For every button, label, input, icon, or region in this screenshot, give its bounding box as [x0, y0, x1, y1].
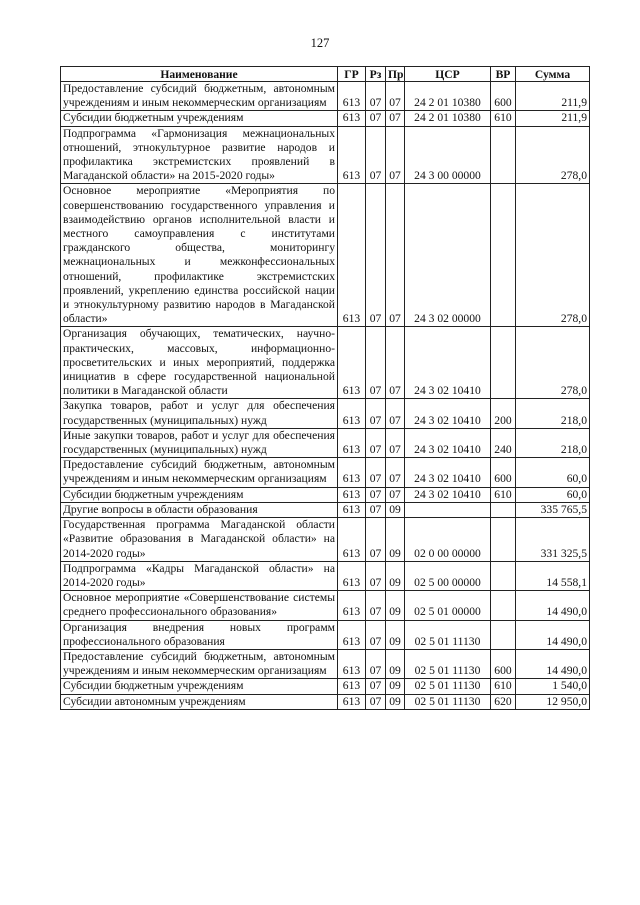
cell-pr: 09 — [386, 591, 405, 620]
cell-vr — [491, 327, 516, 399]
cell-sum: 211,9 — [516, 111, 590, 126]
header-row — [61, 67, 590, 82]
cell-rz: 07 — [366, 327, 386, 399]
cell-rz: 07 — [366, 487, 386, 502]
cell-rz: 07 — [366, 184, 386, 327]
header-csr: ЦСР — [405, 67, 491, 82]
cell-rz: 07 — [366, 518, 386, 562]
table-row — [61, 487, 590, 502]
cell-sum: 278,0 — [516, 327, 590, 399]
cell-csr: 02 5 01 00000 — [405, 591, 491, 620]
budget-table — [60, 66, 590, 710]
cell-vr — [491, 620, 516, 649]
cell-pr: 09 — [386, 502, 405, 517]
cell-gr: 613 — [338, 184, 366, 327]
cell-vr — [491, 184, 516, 327]
cell-pr: 07 — [386, 184, 405, 327]
cell-csr: 02 5 01 11130 — [405, 694, 491, 709]
cell-pr: 07 — [386, 399, 405, 428]
cell-gr: 613 — [338, 502, 366, 517]
cell-rz: 07 — [366, 126, 386, 184]
header-pr: Пр — [386, 67, 405, 82]
table-row — [61, 428, 590, 457]
table-row — [61, 126, 590, 184]
cell-vr — [491, 126, 516, 184]
cell-name: Подпрограмма «Кадры Магаданской области» на 2014-2020 годы» — [61, 561, 338, 590]
cell-pr: 09 — [386, 679, 405, 694]
cell-name: Основное мероприятие «Мероприятия по совершенствованию государственного управления и взаимодействию органов исполнительной власти и местного самоуправления с институтами гражданского общества, мониторингу межнациональных и межконфессиональных отношений, профилактике экстремистских проявлений, укреплению единства российской нации и этнокультурному развитию народов в Магаданской области» — [61, 184, 338, 327]
cell-pr: 07 — [386, 82, 405, 111]
cell-pr: 07 — [386, 126, 405, 184]
cell-csr: 24 2 01 10380 — [405, 111, 491, 126]
cell-gr: 613 — [338, 327, 366, 399]
cell-pr: 09 — [386, 620, 405, 649]
cell-sum: 218,0 — [516, 399, 590, 428]
table-row — [61, 399, 590, 428]
cell-csr: 24 3 02 10410 — [405, 327, 491, 399]
cell-sum: 14 490,0 — [516, 620, 590, 649]
cell-rz: 07 — [366, 111, 386, 126]
cell-gr: 613 — [338, 679, 366, 694]
cell-rz: 07 — [366, 428, 386, 457]
cell-csr: 02 5 01 11130 — [405, 620, 491, 649]
table-row — [61, 518, 590, 562]
cell-name: Подпрограмма «Гармонизация межнациональных отношений, этнокультурное развитие народов и профилактика экстремистских проявлений в Магаданской области» на 2015-2020 годы» — [61, 126, 338, 184]
table-row — [61, 82, 590, 111]
cell-csr — [405, 502, 491, 517]
cell-pr: 07 — [386, 111, 405, 126]
cell-vr: 600 — [491, 649, 516, 678]
header-gr: ГР — [338, 67, 366, 82]
cell-csr: 24 3 02 10410 — [405, 458, 491, 487]
cell-pr: 09 — [386, 561, 405, 590]
cell-gr: 613 — [338, 620, 366, 649]
page-number: 127 — [310, 36, 330, 50]
cell-csr: 24 3 02 10410 — [405, 487, 491, 502]
cell-vr: 610 — [491, 679, 516, 694]
cell-pr: 09 — [386, 649, 405, 678]
cell-sum: 60,0 — [516, 487, 590, 502]
table-row — [61, 649, 590, 678]
cell-csr: 24 3 00 00000 — [405, 126, 491, 184]
cell-csr: 24 3 02 10410 — [405, 399, 491, 428]
table-header — [61, 67, 590, 82]
table-row — [61, 327, 590, 399]
cell-sum: 12 950,0 — [516, 694, 590, 709]
cell-sum: 331 325,5 — [516, 518, 590, 562]
cell-vr: 610 — [491, 111, 516, 126]
cell-csr: 24 3 02 00000 — [405, 184, 491, 327]
table-row — [61, 184, 590, 327]
table-row — [61, 679, 590, 694]
cell-vr: 610 — [491, 487, 516, 502]
cell-name: Субсидии бюджетным учреждениям — [61, 487, 338, 502]
cell-vr: 200 — [491, 399, 516, 428]
cell-name: Предоставление субсидий бюджетным, автономным учреждениям и иным некоммерческим организациям — [61, 458, 338, 487]
cell-vr: 600 — [491, 82, 516, 111]
cell-pr: 09 — [386, 694, 405, 709]
cell-sum: 14 490,0 — [516, 649, 590, 678]
cell-gr: 613 — [338, 694, 366, 709]
cell-sum: 14 558,1 — [516, 561, 590, 590]
cell-sum: 211,9 — [516, 82, 590, 111]
cell-gr: 613 — [338, 111, 366, 126]
cell-name: Другие вопросы в области образования — [61, 502, 338, 517]
table-body — [61, 82, 590, 710]
cell-name: Организация обучающих, тематических, научно-практических, массовых, информационно-просветительских и иных мероприятий, поддержка инициатив в сфере государственной национальной политики в Магаданской области — [61, 327, 338, 399]
cell-pr: 07 — [386, 428, 405, 457]
cell-csr: 02 5 01 11130 — [405, 649, 491, 678]
cell-rz: 07 — [366, 399, 386, 428]
cell-gr: 613 — [338, 487, 366, 502]
cell-rz: 07 — [366, 502, 386, 517]
cell-name: Предоставление субсидий бюджетным, автономным учреждениям и иным некоммерческим организациям — [61, 82, 338, 111]
cell-name: Основное мероприятие «Совершенствование системы среднего профессионального образования» — [61, 591, 338, 620]
table-row — [61, 111, 590, 126]
cell-rz: 07 — [366, 694, 386, 709]
cell-name: Закупка товаров, работ и услуг для обеспечения государственных (муниципальных) нужд — [61, 399, 338, 428]
cell-name: Субсидии автономным учреждениям — [61, 694, 338, 709]
table-row — [61, 458, 590, 487]
cell-csr: 02 0 00 00000 — [405, 518, 491, 562]
cell-csr: 24 3 02 10410 — [405, 428, 491, 457]
cell-sum: 218,0 — [516, 428, 590, 457]
cell-gr: 613 — [338, 82, 366, 111]
cell-name: Предоставление субсидий бюджетным, автономным учреждениям и иным некоммерческим организациям — [61, 649, 338, 678]
cell-name: Иные закупки товаров, работ и услуг для обеспечения государственных (муниципальных) нужд — [61, 428, 338, 457]
cell-name: Организация внедрения новых программ профессионального образования — [61, 620, 338, 649]
header-name: Наименование — [61, 67, 338, 82]
table-row — [61, 591, 590, 620]
cell-gr: 613 — [338, 649, 366, 678]
cell-gr: 613 — [338, 518, 366, 562]
cell-pr: 07 — [386, 487, 405, 502]
cell-vr — [491, 561, 516, 590]
cell-vr: 600 — [491, 458, 516, 487]
cell-gr: 613 — [338, 126, 366, 184]
cell-gr: 613 — [338, 428, 366, 457]
table-row — [61, 561, 590, 590]
header-rz: Рз — [366, 67, 386, 82]
cell-rz: 07 — [366, 679, 386, 694]
cell-csr: 24 2 01 10380 — [405, 82, 491, 111]
cell-sum: 60,0 — [516, 458, 590, 487]
cell-pr: 07 — [386, 458, 405, 487]
cell-vr: 620 — [491, 694, 516, 709]
header-sum: Сумма — [516, 67, 590, 82]
cell-rz: 07 — [366, 82, 386, 111]
cell-pr: 09 — [386, 518, 405, 562]
cell-name: Государственная программа Магаданской области «Развитие образования в Магаданской области» на 2014-2020 годы» — [61, 518, 338, 562]
cell-name: Субсидии бюджетным учреждениям — [61, 111, 338, 126]
cell-sum: 1 540,0 — [516, 679, 590, 694]
cell-sum: 14 490,0 — [516, 591, 590, 620]
cell-rz: 07 — [366, 561, 386, 590]
cell-name: Субсидии бюджетным учреждениям — [61, 679, 338, 694]
cell-vr — [491, 502, 516, 517]
table-row — [61, 620, 590, 649]
cell-gr: 613 — [338, 591, 366, 620]
cell-rz: 07 — [366, 458, 386, 487]
table-row — [61, 502, 590, 517]
cell-pr: 07 — [386, 327, 405, 399]
cell-csr: 02 5 00 00000 — [405, 561, 491, 590]
table-row — [61, 694, 590, 709]
cell-vr: 240 — [491, 428, 516, 457]
cell-sum: 278,0 — [516, 126, 590, 184]
cell-gr: 613 — [338, 458, 366, 487]
cell-sum: 335 765,5 — [516, 502, 590, 517]
cell-gr: 613 — [338, 561, 366, 590]
cell-rz: 07 — [366, 649, 386, 678]
cell-rz: 07 — [366, 620, 386, 649]
cell-vr — [491, 591, 516, 620]
header-vr: ВР — [491, 67, 516, 82]
cell-sum: 278,0 — [516, 184, 590, 327]
cell-rz: 07 — [366, 591, 386, 620]
cell-csr: 02 5 01 11130 — [405, 679, 491, 694]
cell-vr — [491, 518, 516, 562]
cell-gr: 613 — [338, 399, 366, 428]
